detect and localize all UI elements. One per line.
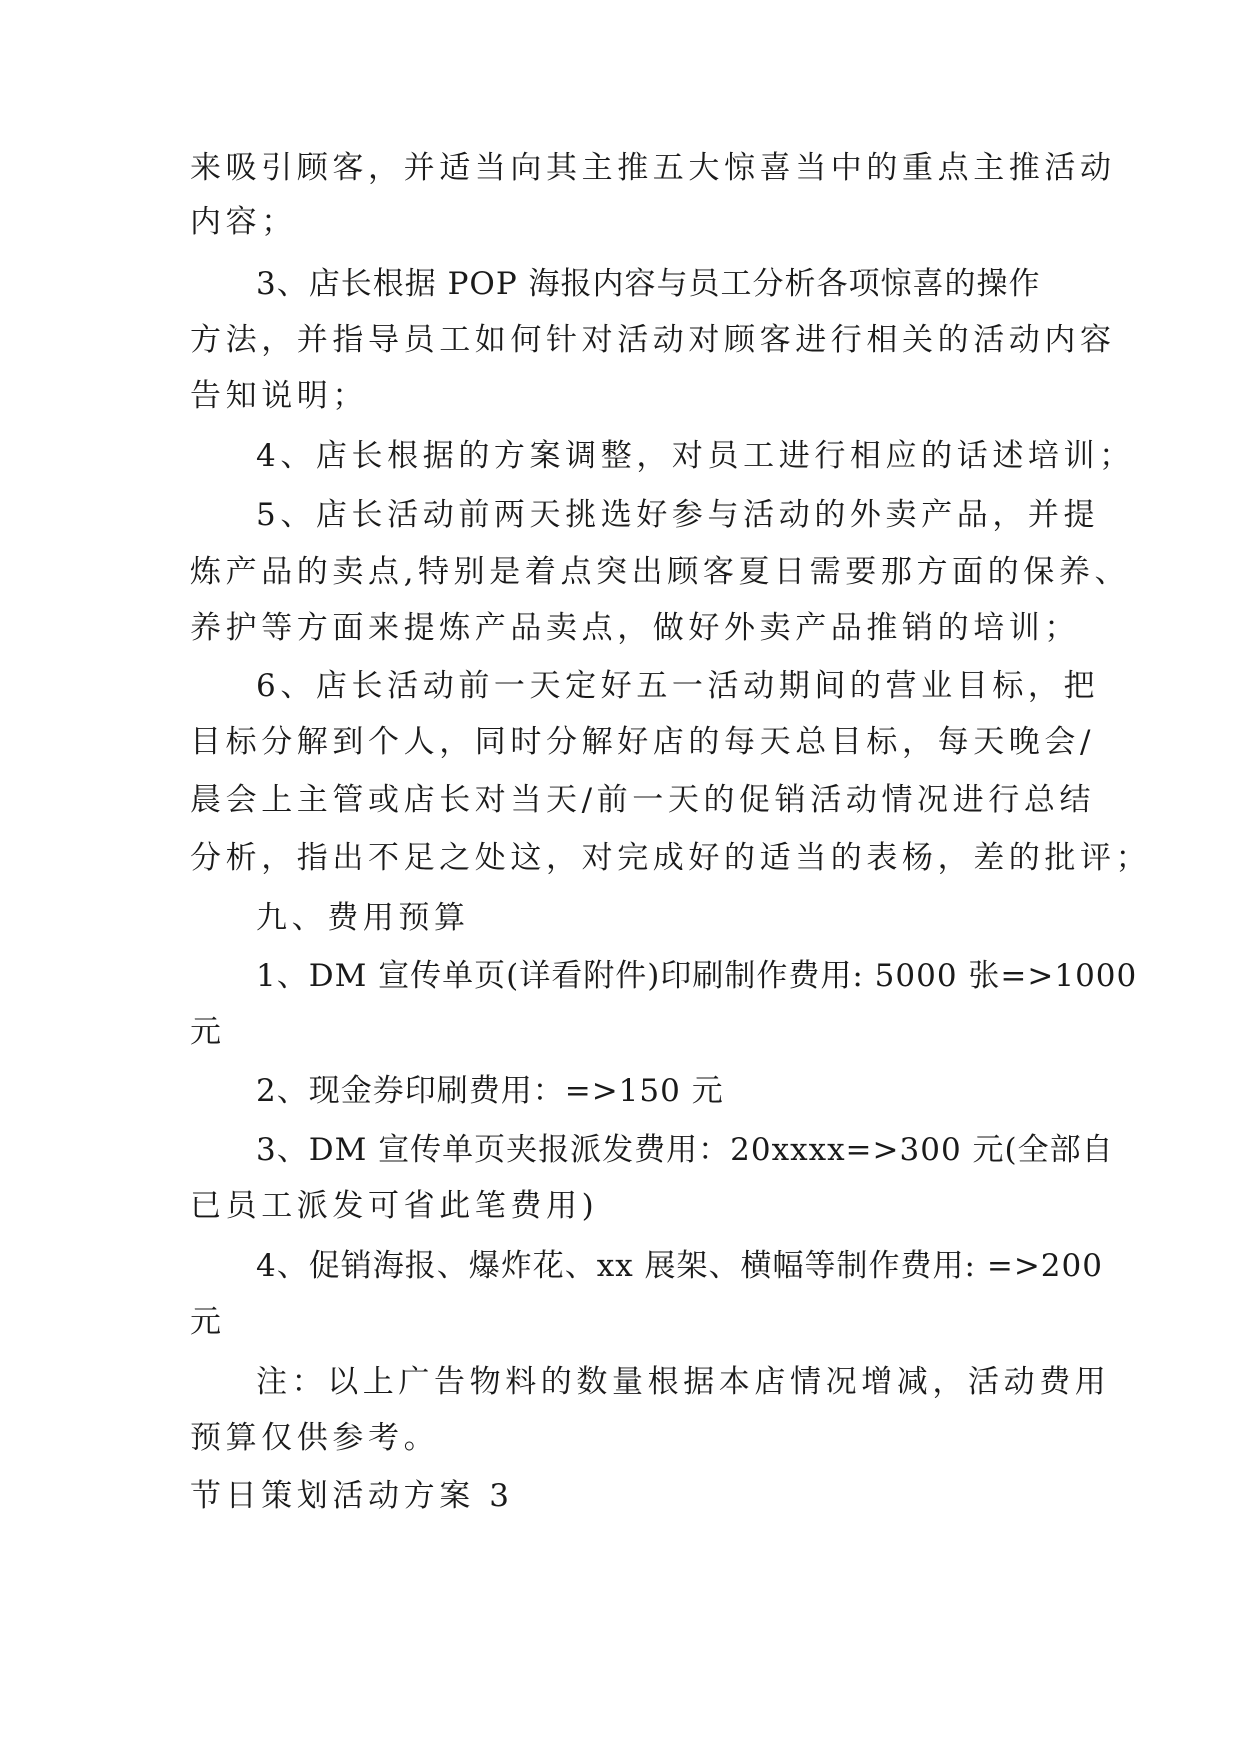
paragraph-line: 内容； bbox=[190, 204, 297, 240]
paragraph-line: 养护等方面来提炼产品卖点，做好外卖产品推销的培训； bbox=[190, 610, 1080, 646]
paragraph-line: 4、促销海报、爆炸花、xx 展架、横幅等制作费用: =>200 bbox=[256, 1248, 1103, 1284]
paragraph-line: 2、现金券印刷费用：=>150 元 bbox=[256, 1073, 724, 1109]
paragraph-line: 1、DM 宣传单页(详看附件)印刷制作费用: 5000 张=>1000 bbox=[256, 958, 1138, 994]
paragraph-line: 元 bbox=[190, 1014, 226, 1050]
paragraph-line: 5、店长活动前两天挑选好参与活动的外卖产品，并提 bbox=[256, 497, 1100, 533]
paragraph-line: 3、店长根据 POP 海报内容与员工分析各项惊喜的操作 bbox=[256, 266, 1041, 302]
paragraph-line: 方法，并指导员工如何针对活动对顾客进行相关的活动内容 bbox=[190, 322, 1116, 358]
paragraph-line: 炼产品的卖点,特别是着点突出顾客夏日需要那方面的保养、 bbox=[190, 554, 1131, 590]
paragraph-line: 6、店长活动前一天定好五一活动期间的营业目标，把 bbox=[256, 668, 1100, 704]
paragraph-line: 3、DM 宣传单页夹报派发费用：20xxxx=>300 元(全部自 bbox=[256, 1132, 1114, 1168]
paragraph-line: 晨会上主管或店长对当天/前一天的促销活动情况进行总结 bbox=[190, 782, 1096, 818]
paragraph-line: 来吸引顾客，并适当向其主推五大惊喜当中的重点主推活动 bbox=[190, 150, 1116, 186]
paragraph-line: 目标分解到个人，同时分解好店的每天总目标，每天晚会/ bbox=[190, 724, 1096, 760]
paragraph-line: 4、店长根据的方案调整，对员工进行相应的话述培训； bbox=[256, 438, 1135, 474]
paragraph-line: 分析，指出不足之处这，对完成好的适当的表杨，差的批评； bbox=[190, 840, 1152, 876]
paragraph-line: 元 bbox=[190, 1304, 226, 1340]
section-heading: 九、费用预算 bbox=[256, 900, 470, 936]
paragraph-line: 已员工派发可省此笔费用) bbox=[190, 1188, 599, 1224]
document-title: 节日策划活动方案 3 bbox=[190, 1478, 514, 1514]
paragraph-line: 告知说明； bbox=[190, 378, 368, 414]
paragraph-line: 预算仅供参考。 bbox=[190, 1420, 440, 1456]
paragraph-line: 注：以上广告物料的数量根据本店情况增减，活动费用 bbox=[256, 1364, 1111, 1400]
